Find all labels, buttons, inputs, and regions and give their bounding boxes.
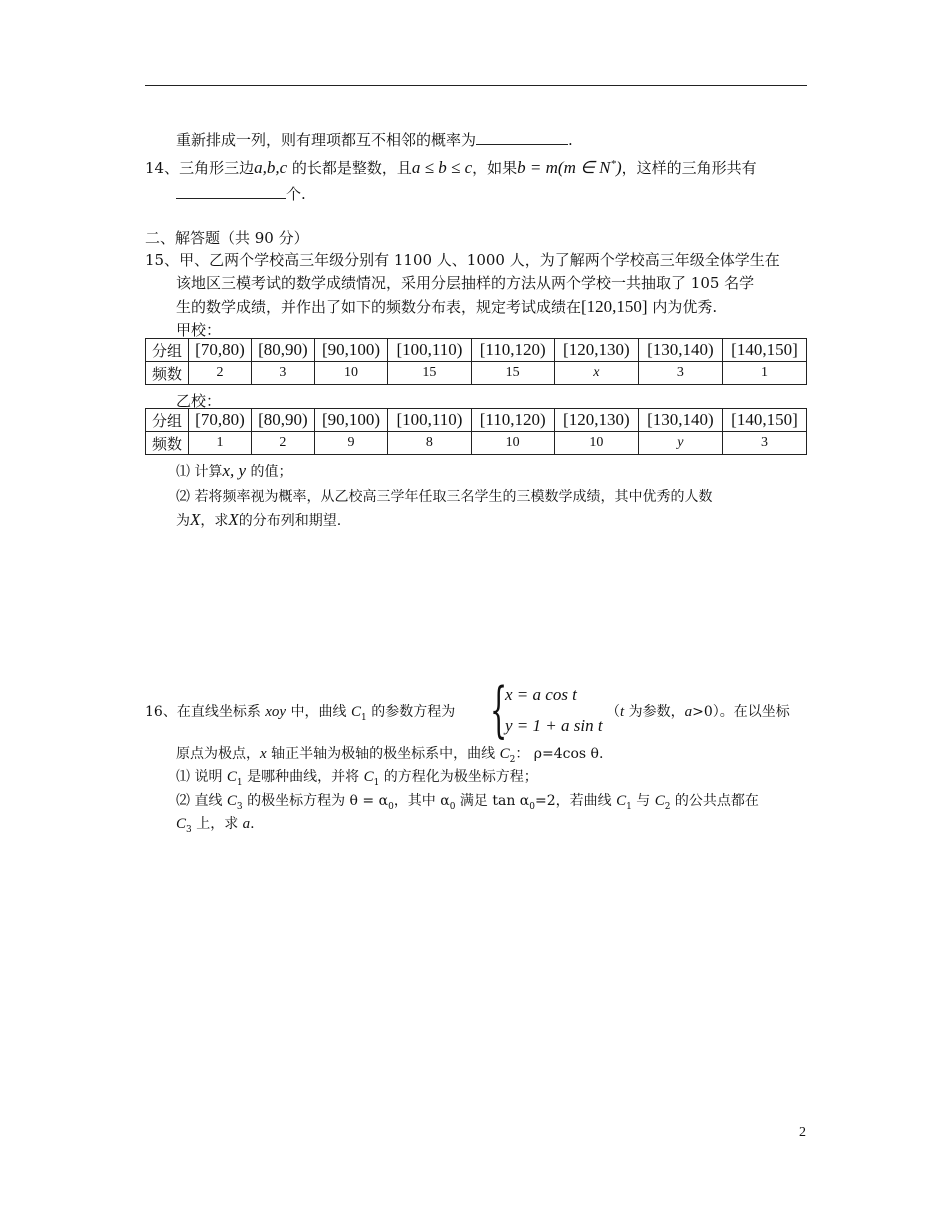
equation-brace: {: [490, 675, 508, 745]
question-15-line1: 15、甲、乙两个学校高三年级分别有 1100 人、1000 人，为了解两个学校高三年级全体学生在: [145, 251, 780, 269]
question-15-line2: 该地区三模考试的数学成绩情况，采用分层抽样的方法从两个学校一共抽取了 105 名学: [176, 274, 755, 292]
question-16-sub2-line2: $C_3$ 上，求 a.: [176, 816, 255, 835]
answer-blank: [176, 184, 286, 199]
question-16-line2: 原点为极点，x 轴正半轴为极轴的极坐标系中，曲线 $C_2$： ρ=4cos θ.: [176, 746, 604, 765]
answer-blank: [476, 130, 568, 145]
question-16-sub1: ⑴ 说明 $C_1$ 是哪种曲线，并将 $C_1$ 的方程化为极坐标方程；: [176, 769, 538, 788]
question-14-line2: 个.: [176, 184, 306, 204]
question-16-line1: 16、在直线坐标系 xoy 中，曲线 $C_1$ 的参数方程为: [145, 704, 456, 723]
section-title: 二、解答题（共 90 分）: [145, 229, 309, 247]
question-14-line1: 14、三角形三边a,b,c 的长都是整数，且a ≤ b ≤ c，如果b = m(m ∈ N*)，这样的三角形共有: [145, 158, 757, 177]
header-rule: [145, 85, 807, 86]
equation-line1: x = a cos t: [505, 685, 577, 704]
question-15-line3: 生的数学成绩，并作出了如下的频数分布表，规定考试成绩在[120,150] 内为优秀.: [176, 297, 718, 316]
table-row: 频数 2 3 10 15 15 x 3 1: [146, 362, 807, 385]
page-number: 2: [799, 1125, 806, 1140]
table-row: 分组 [70,80) [80,90) [90,100) [100,110) [110,120) [120,130) [130,140) [140,150]: [146, 339, 807, 362]
school-b-table: [145, 408, 807, 455]
question-16-line1-tail: （t 为参数，a>0）。在以坐标: [606, 704, 790, 720]
school-a-table: [145, 338, 807, 385]
question-15-sub1: ⑴ 计算x, y 的值；: [176, 461, 293, 480]
equation-line2: y = 1 + a sin t: [505, 716, 603, 735]
table-row: 分组 [70,80) [80,90) [90,100) [100,110) [110,120) [120,130) [130,140) [140,150]: [146, 409, 807, 432]
question-16-sub2-line1: ⑵ 直线 $C_3$ 的极坐标方程为 $\theta = \alpha_0$，其中 $\alpha_0$ 满足 $\tan \alpha_0=2$，若曲线 $C_1$ 与 $C_2$ 的公共点都在: [176, 793, 759, 812]
school-b-label: 乙校：: [176, 392, 222, 410]
table-row: 频数 1 2 9 8 10 10 y 3: [146, 432, 807, 455]
question-15-sub2-line2: 为X，求X的分布列和期望.: [176, 510, 342, 529]
q13-continuation: 重新排成一列，则有理项都互不相邻的概率为 .: [176, 131, 573, 149]
question-15-sub2-line1: ⑵ 若将频率视为概率，从乙校高三学年任取三名学生的三模数学成绩，其中优秀的人数: [176, 489, 713, 505]
school-a-label: 甲校：: [176, 321, 222, 339]
